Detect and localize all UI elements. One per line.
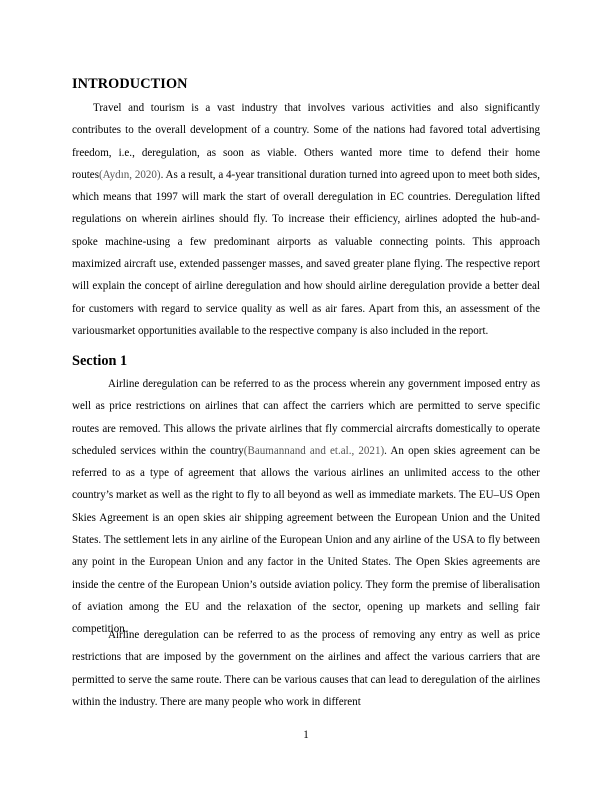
section1-para1-part2: . An open skies agreement can be referred to as a type of agreement that allows the various airlines an unlimited access to the other country’s market as well as the right to fly to all beyond as well as immediate markets. The EU–US Open Skies Agreement is an open skies air shipping agreement between the European Union and the United States. The settlement lets in any airline of the European Union and any airline of the USA to fly between any point in the European Union and any factor in the United States. The Open Skies agreements are inside the centre of the European Union’s outside aviation policy. They form the premise of liberalisation of aviation among the EU and the relaxation of the sector, opening up markets and selling fair competition. [72, 444, 540, 636]
introduction-text-part2: . As a result, a 4-year transitional duration turned into agreed upon to meet both sides, which means that 1997 will mark the start of overall deregulation in EC countries. Deregulation lifted regulations on wherein airlines should fly. To increase their efficiency, airlines adopted the hub-and-spoke machine-using a few predominant airports as valuable connecting points. This approach maximized aircraft use, extended passenger masses, and saved greater plane flying. The respective report will explain the concept of airline deregulation and how should airline deregulation provide a better deal for customers with regard to service quality as well as air fares. Apart from this, an assessment of the variousmarket opportunities available to the respective company is also included in the report. [72, 168, 540, 337]
introduction-heading: INTRODUCTION [72, 76, 188, 92]
page-number: 1 [303, 729, 309, 741]
section1-para1-citation: (Baumannand and et.al., 2021) [243, 444, 385, 457]
section1-paragraph-1 [72, 373, 540, 641]
introduction-paragraph [72, 97, 540, 342]
introduction-citation: (Aydın, 2020) [99, 168, 161, 181]
section1-paragraph-2: Airline deregulation can be referred to as the process of removing any entry as well as price restrictions that are imposed by the government on the airlines and affect the various carriers that are permitted to serve the same route. There can be various causes that can lead to deregulation of the airlines within the industry. There are many people who work in different [72, 629, 540, 708]
introduction-text-part1: Travel and tourism is a vast industry that involves various activities and also significantly contributes to the overall development of a country. Some of the nations had favored total advertising freedom, i.e., deregulation, as soon as viable. Others wanted more time to defend their home routes [72, 102, 540, 181]
section1-para1-part1: Airline deregulation can be referred to as the process wherein any government imposed entry as well as price restrictions on airlines that can affect the carriers which are permitted to serve specific routes are removed. This allows the private airlines that fly commercial aircrafts domestically to operate scheduled services within the country [72, 378, 540, 457]
section1-heading: Section 1 [72, 353, 128, 369]
